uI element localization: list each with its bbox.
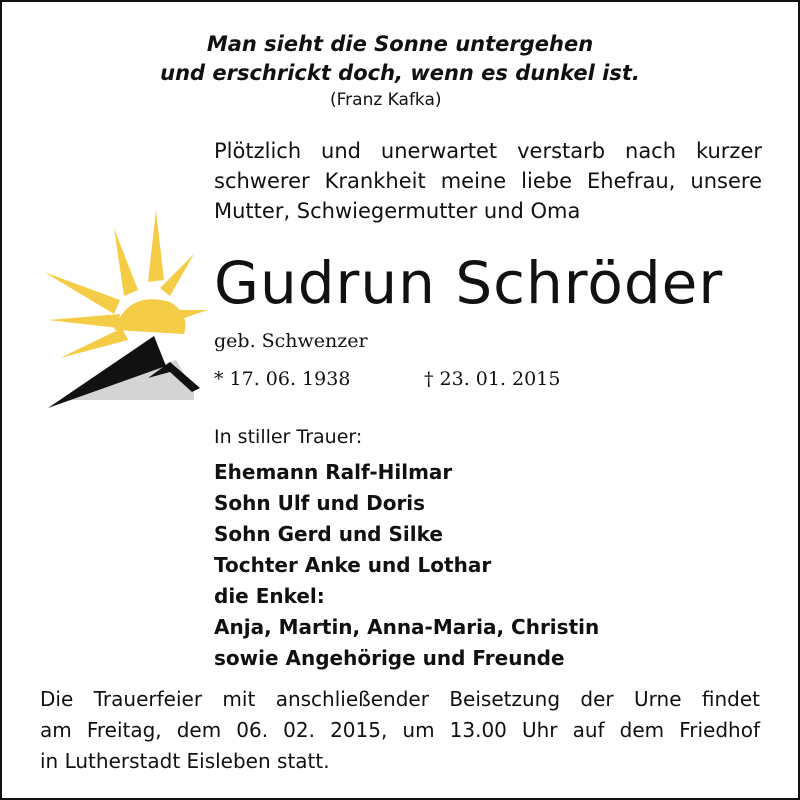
sun-rays [44,210,208,358]
birth-date: * 17. 06. 1938 [214,368,351,390]
quote-author: (Franz Kafka) [330,90,442,110]
mourner-line: Anja, Martin, Anna-Maria, Christin [214,615,600,639]
intro-text [214,136,762,226]
mourner-line: Sohn Ulf und Doris [214,491,426,515]
mountain [48,336,200,408]
service-line-2: am Freitag, dem 06. 02. 2015, um 13.00 Uhr auf dem Friedhof [40,718,760,742]
intro-line-1: Plötzlich und unerwartet verstarb nach kurzer [214,139,762,163]
intro-line-3: Mutter, Schwiegermutter und Oma [214,199,581,223]
death-date: † 23. 01. 2015 [424,368,561,390]
mourner-line: Ehemann Ralf-Hilmar [214,460,453,484]
mourner-line: die Enkel: [214,584,325,608]
deceased-name: Gudrun Schröder [214,249,724,317]
sun-over-mountain-icon [44,210,212,416]
sun-arc [114,299,185,334]
maiden-name: geb. Schwenzer [214,330,368,352]
service-line-3: in Lutherstadt Eisleben statt. [40,749,330,773]
mourner-line: Sohn Gerd und Silke [214,522,443,546]
mourner-line: Tochter Anke und Lothar [214,553,492,577]
quote-line-2: und erschrickt doch, wenn es dunkel ist. [160,61,640,85]
mourner-line: sowie Angehörige und Freunde [214,646,565,670]
mourners-list [214,457,599,674]
mourners-heading: In stiller Trauer: [214,426,363,448]
quote-line-1: Man sieht die Sonne untergehen [206,32,594,56]
service-line-1: Die Trauerfeier mit anschließender Beisetzung der Urne findet [40,687,760,711]
intro-line-2: schwerer Krankheit meine liebe Ehefrau, unsere [214,169,762,193]
service-info [40,684,760,777]
